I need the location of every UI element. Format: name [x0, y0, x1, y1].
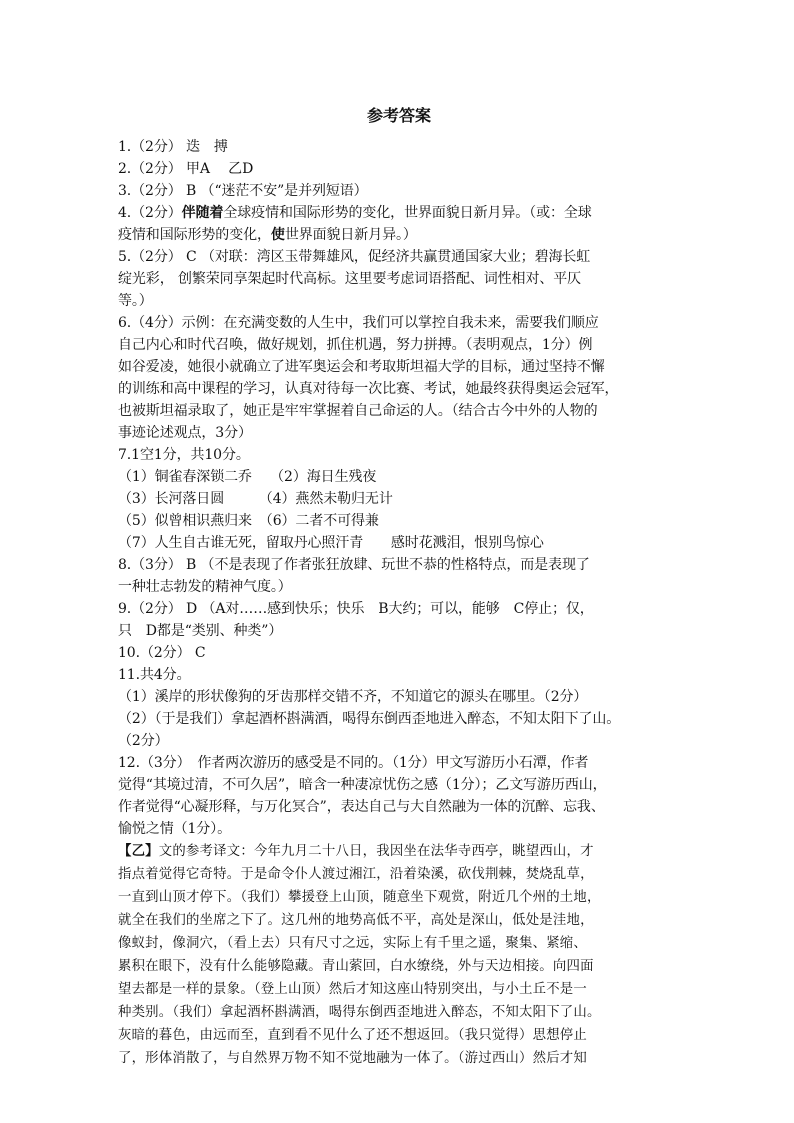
- answer-line: 5.（2分） C （对联：湾区玉带舞雄风，促经济共赢贯通国家大业；碧海长虹: [118, 249, 591, 265]
- answer-line: 作者觉得“心凝形释，与万化冥合”，表达自己与大自然融为一体的沉醉、忘我、: [118, 799, 605, 815]
- translation-line: 像蚁封，像洞穴，（看上去）只有尺寸之远，实际上有千里之遥，聚集、紧缩、: [118, 936, 587, 951]
- answer-line: （5）似曾相识燕归来 （6）二者不可得兼: [118, 513, 379, 529]
- answer-line: 1.（2分） 迭 搏: [118, 139, 228, 155]
- answer-line: 9.（2分） D （A对……感到快乐；快乐 B大约；可以，能够 C停止；仅，: [118, 601, 594, 617]
- answer-line: 如谷爱凌，她很小就确立了进军奥运会和考取斯坦福大学的目标，通过坚持不懈: [118, 359, 605, 375]
- answer-line: 2.（2分） 甲A 乙D: [118, 161, 254, 177]
- translation-line: 灰暗的暮色，由远而至，直到看不见什么了还不想返回。（我只觉得）思想停止: [118, 1028, 587, 1043]
- translation-block: [118, 840, 680, 1070]
- answer-line: 事迹论述观点，3分）: [118, 425, 252, 441]
- answer-line: （2）（于是我们）拿起酒杯斟满酒，喝得东倒西歪地进入醉态，不知太阳下了山。: [118, 711, 621, 727]
- answer-line: 10.（2分） C: [118, 645, 206, 661]
- answer-line: （1）溪岸的形状像狗的牙齿那样交错不齐，不知道它的源头在哪里。（2分）: [118, 689, 588, 705]
- answer-line: 的训练和高中课程的学习，认真对待每一次比赛、考试，她最终获得奥运会冠军，: [118, 381, 619, 397]
- answer-line: 12.（3分） 作者两次游历的感受是不同的。（1分）甲文写游历小石潭，作者: [118, 755, 589, 771]
- answer-line: 6.（4分）示例：在充满变数的人生中，我们可以掌控自我未来，需要我们顺应: [118, 315, 599, 331]
- answer-line: 7.1空1分，共10分。: [118, 447, 250, 463]
- translation-line: 了，形体消散了，与自然界万物不知不觉地融为一体了。（游过西山）然后才知: [118, 1051, 587, 1066]
- answer-line: 自己内心和时代召唤，做好规划，抓住机遇，努力拼搏。（表明观点，1分）例: [118, 337, 593, 353]
- translation-line: 指点着觉得它奇特。于是命令仆人渡过湘江，沿着染溪，砍伐荆棘，焚烧乱草，: [118, 867, 594, 882]
- answer-line: （3）长河落日圆 （4）燕然未勒归无计: [118, 491, 393, 507]
- answer-line: [118, 202, 680, 224]
- translation-line: [118, 840, 680, 863]
- answer-line: 绽光彩， 创繁荣同享架起时代高标。这里要考虑词语搭配、词性相对、平仄: [118, 271, 582, 287]
- answer-line: 愉悦之情（1分）。: [118, 821, 232, 837]
- emphasis-text: 伴随着: [181, 205, 224, 221]
- answer-line: 11.共4分。: [118, 667, 191, 683]
- translation-label: 【乙】: [118, 844, 159, 859]
- page-title: 参考答案: [366, 106, 431, 125]
- translation-line: 种类别。（我们）拿起酒杯斟满酒，喝得东倒西歪地进入醉态，不知太阳下了山。: [118, 1005, 601, 1020]
- answer-line: （2分）: [118, 733, 169, 749]
- emphasis-text: 使: [270, 227, 285, 243]
- answer-line: 等。）: [118, 293, 153, 309]
- answer-line: 疫情和国际形势的变化，使世界面貌日新月异。）: [118, 227, 417, 243]
- answer-line: 只 D都是“类别、种类”）: [118, 623, 283, 639]
- answer-page: [118, 104, 680, 1070]
- translation-line: 望去都是一样的景象。（登上山顶）然后才知这座山特别突出，与小土丘不是一: [118, 982, 587, 997]
- translation-line: 就全在我们的坐席之下了。这几州的地势高低不平，高处是深山，低处是洼地，: [118, 913, 594, 928]
- answer-line: 8.（3分） B （不是表现了作者张狂放肆、玩世不恭的性格特点，而是表现了: [118, 557, 590, 573]
- translation-text: 文的参考译文：今年九月二十八日，我因坐在法华寺西亭，眺望西山，才: [158, 844, 594, 859]
- answer-line: 一种壮志勃发的精神气度。）: [118, 579, 292, 595]
- translation-line: 累积在眼下，没有什么能够隐藏。青山萦回，白水缭绕，外与天边相接。向四面: [118, 959, 594, 974]
- answer-line-text: 4.（2分）伴随着全球疫情和国际形势的变化，世界面貌日新月异。（或：全球: [118, 205, 592, 221]
- answer-line: 觉得“其境过清，不可久居”，暗含一种凄凉忧伤之感（1分）；乙文写游历西山，: [118, 777, 607, 793]
- answer-line: （1）铜雀春深锁二乔 （2）海日生残夜: [118, 469, 377, 485]
- answer-line: （7）人生自古谁无死，留取丹心照汗青 感时花溅泪，恨别鸟惊心: [118, 535, 544, 551]
- answer-line: 也被斯坦福录取了，她正是牢牢掌握着自己命运的人。（结合古今中外的人物的: [118, 403, 598, 419]
- answer-line: 3.（2分） B （“迷茫不安”是并列短语）: [118, 183, 368, 199]
- translation-line: 一直到山顶才停下。（我们）攀援登上山顶，随意坐下观赏，附近几个州的土地，: [118, 890, 601, 905]
- answers-block: [118, 136, 680, 840]
